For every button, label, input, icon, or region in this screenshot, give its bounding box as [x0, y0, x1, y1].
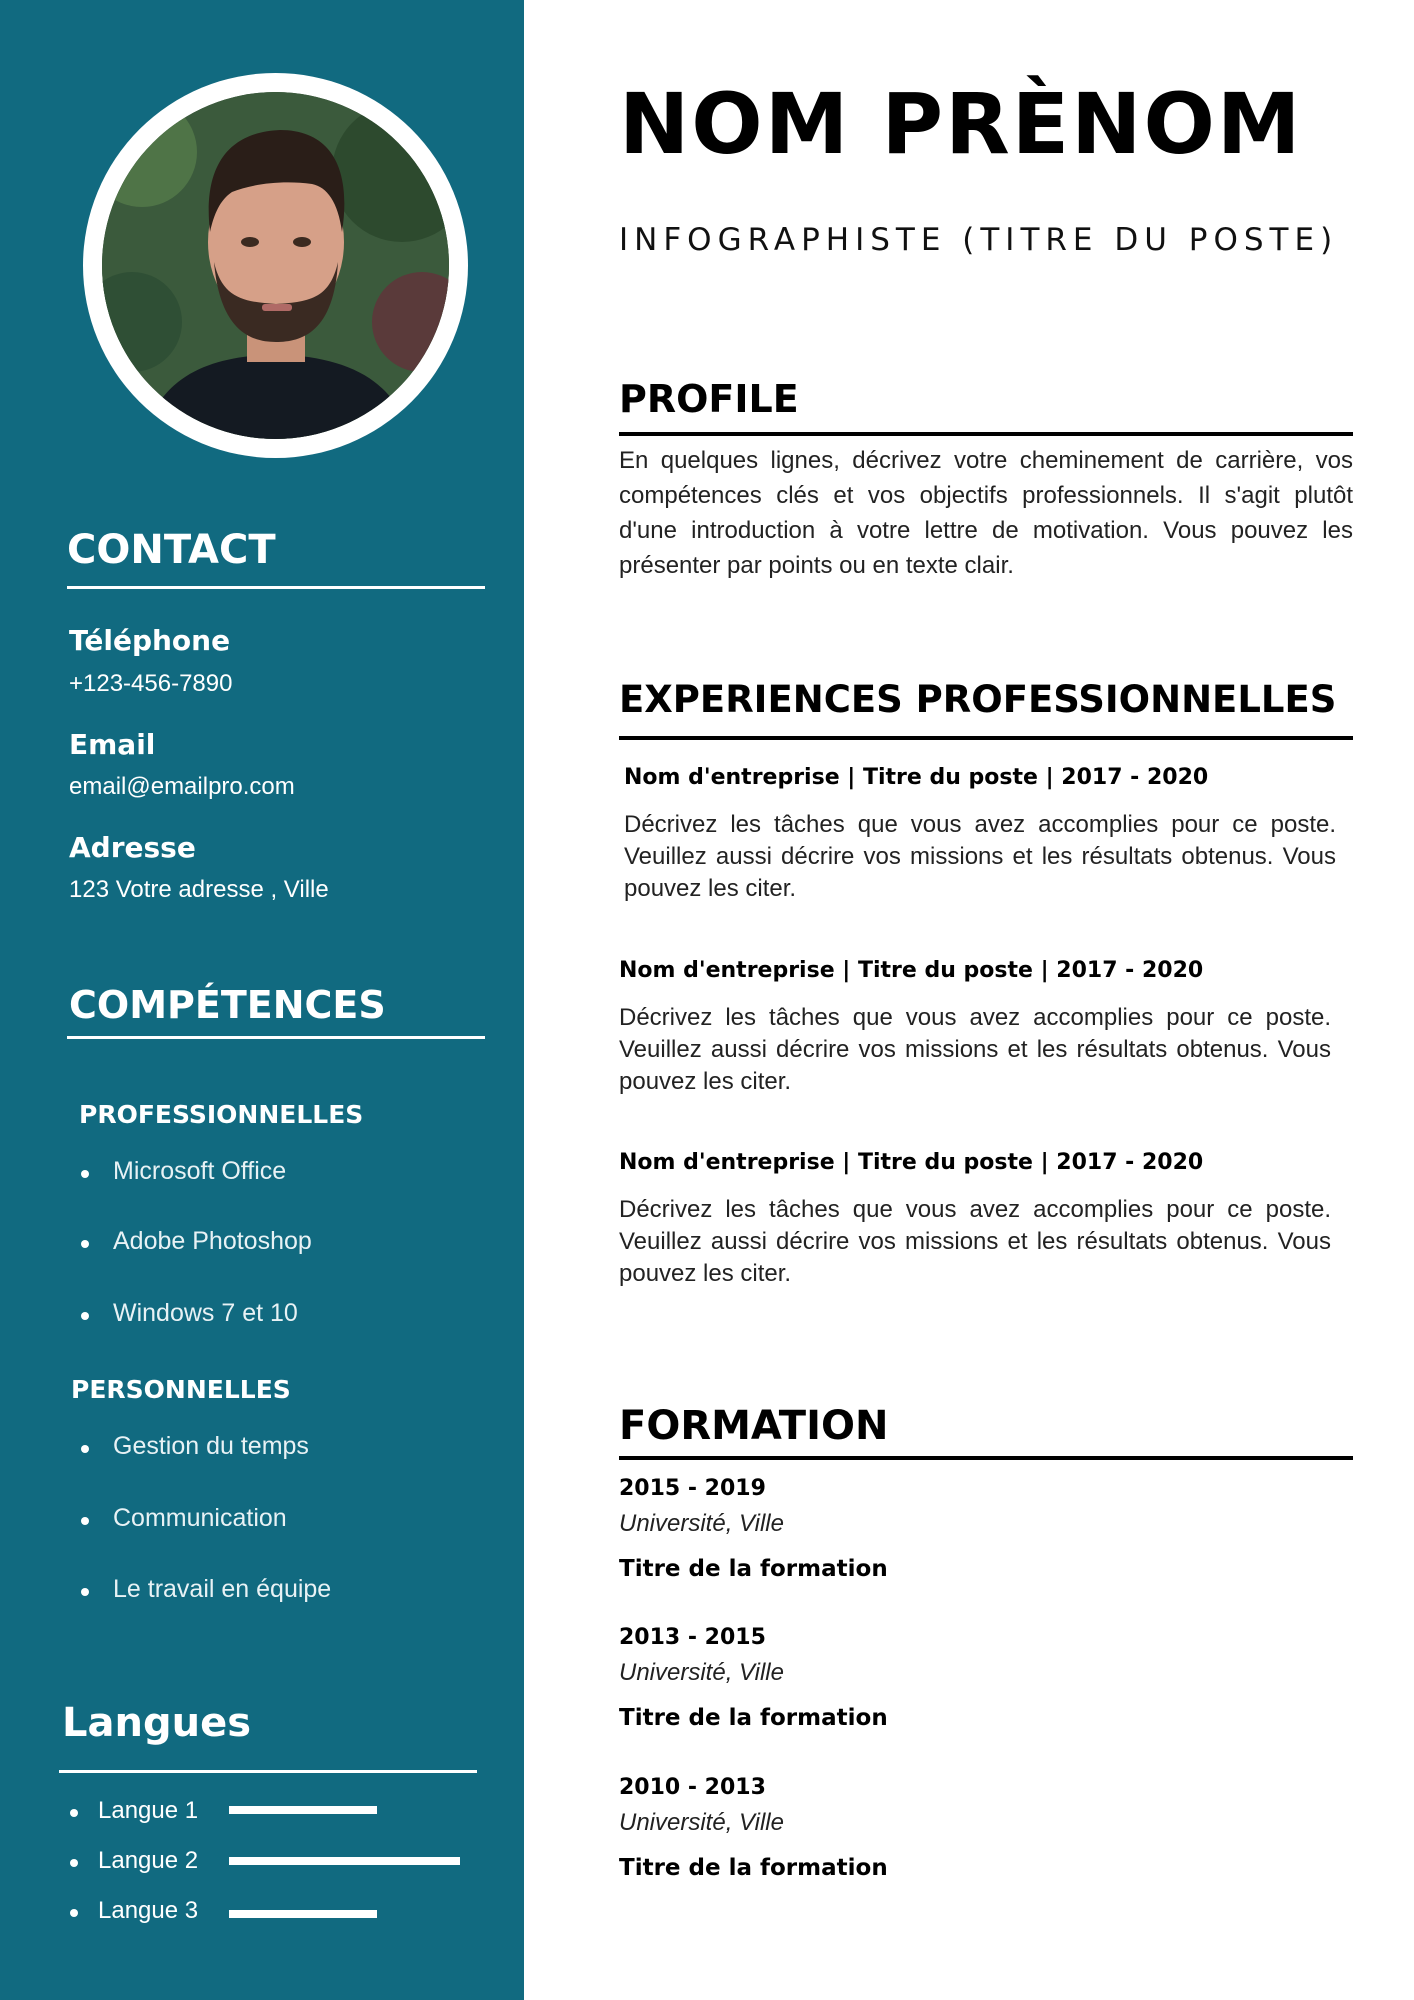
education-title: Titre de la formation	[619, 1855, 888, 1881]
skill-item: Adobe Photoshop	[81, 1227, 312, 1256]
language-level-bar	[229, 1806, 377, 1814]
address-label: Adresse	[69, 831, 196, 864]
personal-skills-heading: PERSONNELLES	[71, 1375, 291, 1404]
language-item: Langue 1	[68, 1797, 198, 1825]
profile-photo	[102, 92, 449, 439]
education-divider	[619, 1456, 1353, 1460]
education-school: Université, Ville	[619, 1510, 784, 1537]
experience-description: Décrivez les tâches que vous avez accomplies pour ce poste. Veuillez aussi décrire vos missions et les résultats obtenus. Vous pouvez les citer.	[619, 1196, 1331, 1287]
skills-divider	[67, 1036, 485, 1039]
professional-skills-heading: PROFESSIONNELLES	[79, 1100, 364, 1129]
profile-divider	[619, 432, 1353, 436]
phone-value: +123-456-7890	[69, 670, 233, 697]
experience-description: Décrivez les tâches que vous avez accomplies pour ce poste. Veuillez aussi décrire vos missions et les résultats obtenus. Vous pouvez les citer.	[624, 811, 1336, 902]
skill-item: Windows 7 et 10	[81, 1299, 298, 1328]
education-school: Université, Ville	[619, 1659, 784, 1686]
profile-photo-frame	[83, 73, 468, 458]
skills-heading: COMPÉTENCES	[69, 983, 386, 1027]
skill-item: Le travail en équipe	[81, 1575, 331, 1604]
contact-heading: CONTACT	[67, 527, 276, 573]
experience-divider	[619, 736, 1353, 740]
sidebar	[0, 0, 524, 2000]
experience-title: Nom d'entreprise | Titre du poste | 2017 - 2020	[619, 958, 1204, 983]
experience-title: Nom d'entreprise | Titre du poste | 2017 - 2020	[619, 1150, 1204, 1175]
profile-text: En quelques lignes, décrivez votre cheminement de carrière, vos compétences clés et vos objectifs professionnels. Il s'agit plutôt d'une introduction à votre lettre de motivation. Vous pouvez les présenter par points ou en texte clair.	[619, 447, 1353, 579]
education-heading: FORMATION	[619, 1403, 889, 1449]
job-title: INFOGRAPHISTE (TITRE DU POSTE)	[619, 222, 1339, 258]
education-years: 2013 - 2015	[619, 1625, 766, 1650]
profile-heading: PROFILE	[619, 377, 799, 421]
skill-item: Communication	[81, 1504, 287, 1533]
skill-item: Microsoft Office	[81, 1157, 286, 1186]
email-value: email@emailpro.com	[69, 773, 295, 800]
language-item: Langue 3	[68, 1897, 198, 1925]
education-school: Université, Ville	[619, 1809, 784, 1836]
experience-heading: EXPERIENCES PROFESSIONNELLES	[619, 678, 1337, 721]
education-years: 2015 - 2019	[619, 1476, 766, 1501]
experience-title: Nom d'entreprise | Titre du poste | 2017 - 2020	[624, 765, 1209, 790]
language-item: Langue 2	[68, 1847, 198, 1875]
full-name: NOM PRÈNOM	[619, 75, 1303, 173]
languages-divider	[59, 1770, 477, 1773]
education-years: 2010 - 2013	[619, 1775, 766, 1800]
languages-heading: Langues	[62, 1700, 252, 1746]
email-label: Email	[69, 728, 156, 761]
contact-divider	[67, 586, 485, 589]
address-value: 123 Votre adresse , Ville	[69, 876, 329, 903]
portrait-image	[102, 92, 449, 439]
language-level-bar	[229, 1910, 377, 1918]
phone-label: Téléphone	[69, 624, 231, 657]
education-title: Titre de la formation	[619, 1705, 888, 1731]
experience-description: Décrivez les tâches que vous avez accomplies pour ce poste. Veuillez aussi décrire vos missions et les résultats obtenus. Vous pouvez les citer.	[619, 1004, 1331, 1095]
education-title: Titre de la formation	[619, 1556, 888, 1582]
skill-item: Gestion du temps	[81, 1432, 309, 1461]
language-level-bar	[229, 1857, 460, 1865]
